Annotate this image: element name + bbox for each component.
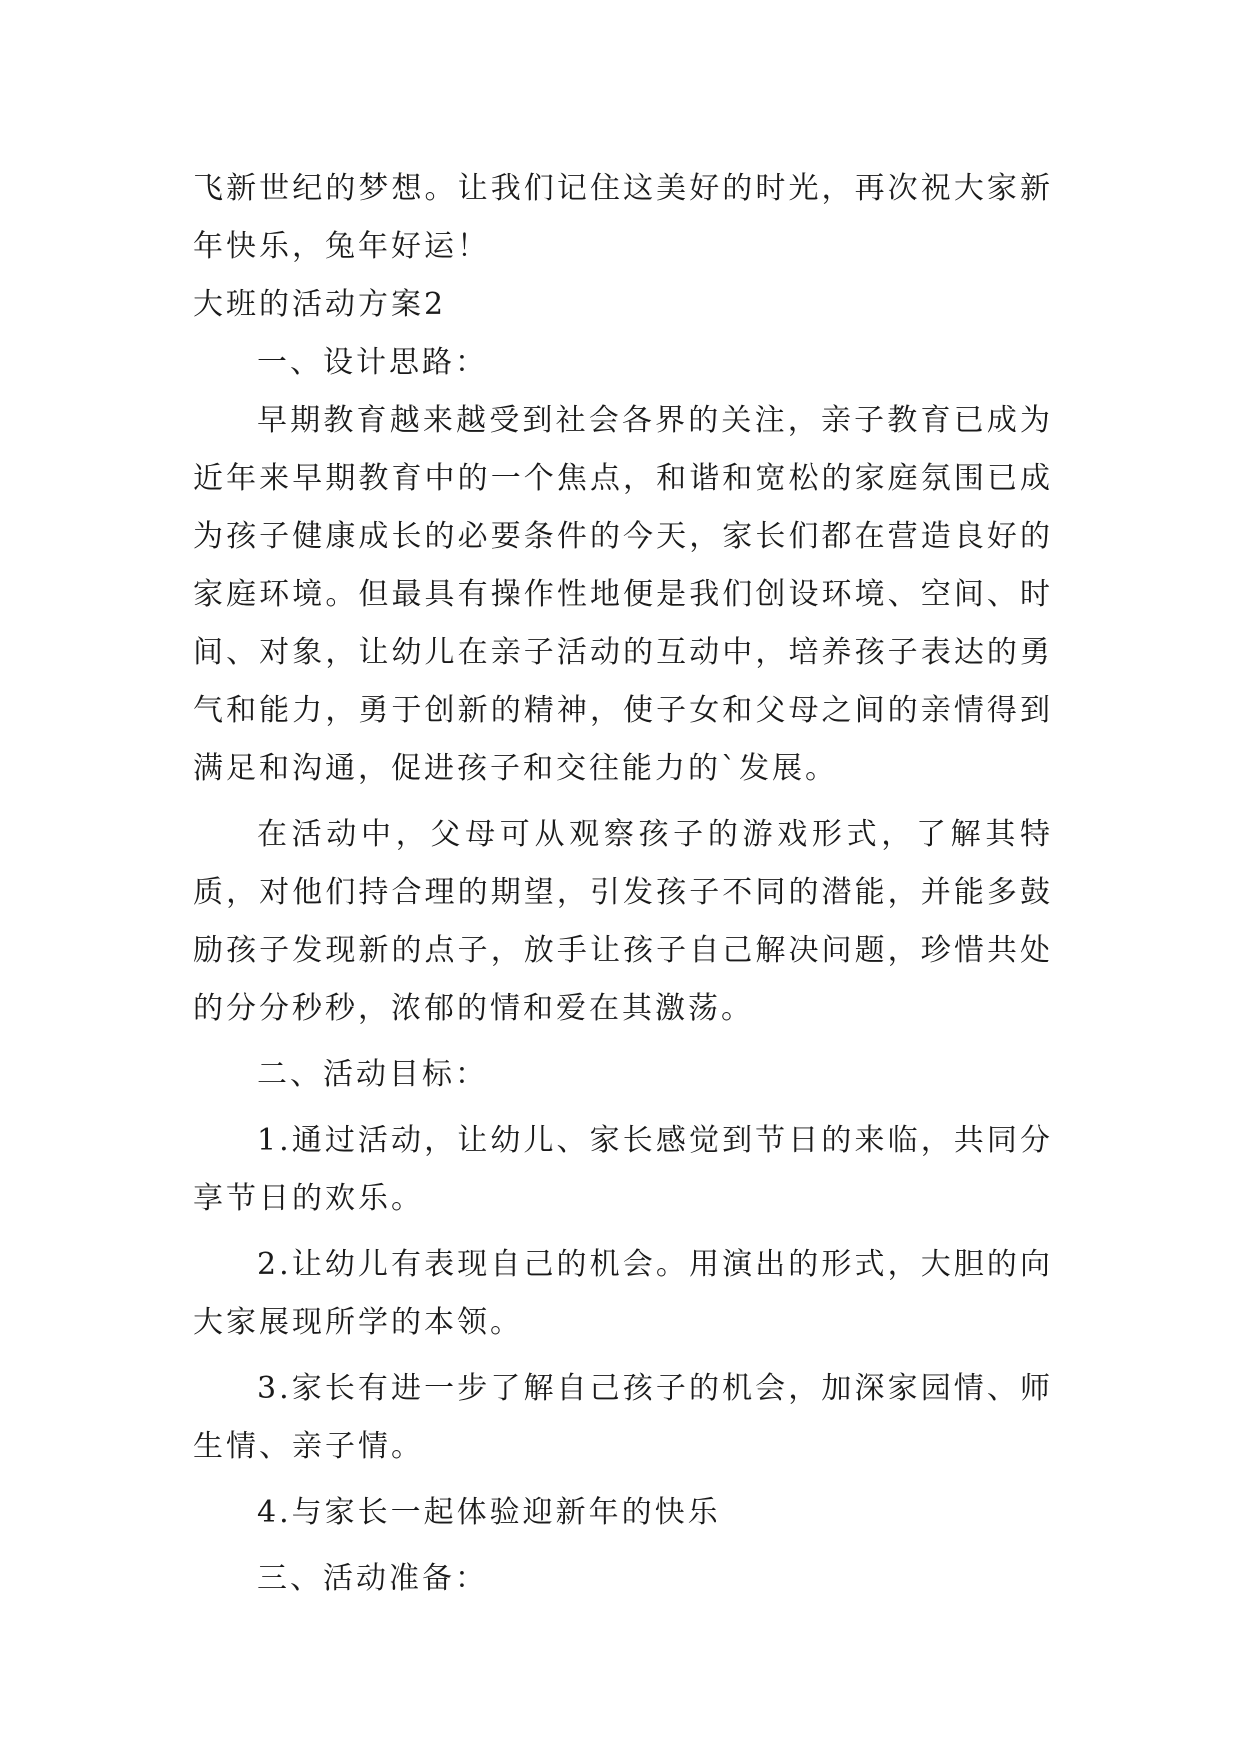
heading-design-idea: 一、设计思路： (257, 345, 488, 380)
section-title: 大班的活动方案2 (193, 287, 447, 322)
paragraph-continuation: 飞新世纪的梦想。让我们记住这美好的时光，再次祝大家新年快乐，兔年好运！ (193, 171, 1053, 264)
goal-item-3: 3.家长有进一步了解自己孩子的机会，加深家园情、师生情、亲子情。 (193, 1371, 1053, 1464)
paragraph-activity-description: 在活动中，父母可从观察孩子的游戏形式，了解其特质，对他们持合理的期望，引发孩子不同的潜能，并能多鼓励孩子发现新的点子，放手让孩子自己解决问题，珍惜共处的分分秒秒，浓郁的情和爱在其激荡。 (193, 817, 1053, 1026)
document-body (193, 160, 1053, 1608)
paragraph-design-idea: 早期教育越来越受到社会各界的关注，亲子教育已成为近年来早期教育中的一个焦点，和谐和宽松的家庭氛围已成为孩子健康成长的必要条件的今天，家长们都在营造良好的家庭环境。但最具有操作性地便是我们创设环境、空间、时间、对象，让幼儿在亲子活动的互动中，培养孩子表达的勇气和能力，勇于创新的精神，使子女和父母之间的亲情得到满足和沟通，促进孩子和交往能力的`发展。 (193, 403, 1053, 786)
goal-item-4: 4.与家长一起体验迎新年的快乐 (257, 1495, 721, 1530)
goal-item-2: 2.让幼儿有表现自己的机会。用演出的形式，大胆的向大家展现所学的本领。 (193, 1247, 1053, 1340)
heading-activity-preparation: 三、活动准备： (257, 1561, 488, 1596)
goal-item-1: 1.通过活动，让幼儿、家长感觉到节日的来临，共同分享节日的欢乐。 (193, 1123, 1053, 1216)
heading-activity-goals: 二、活动目标： (257, 1057, 488, 1092)
